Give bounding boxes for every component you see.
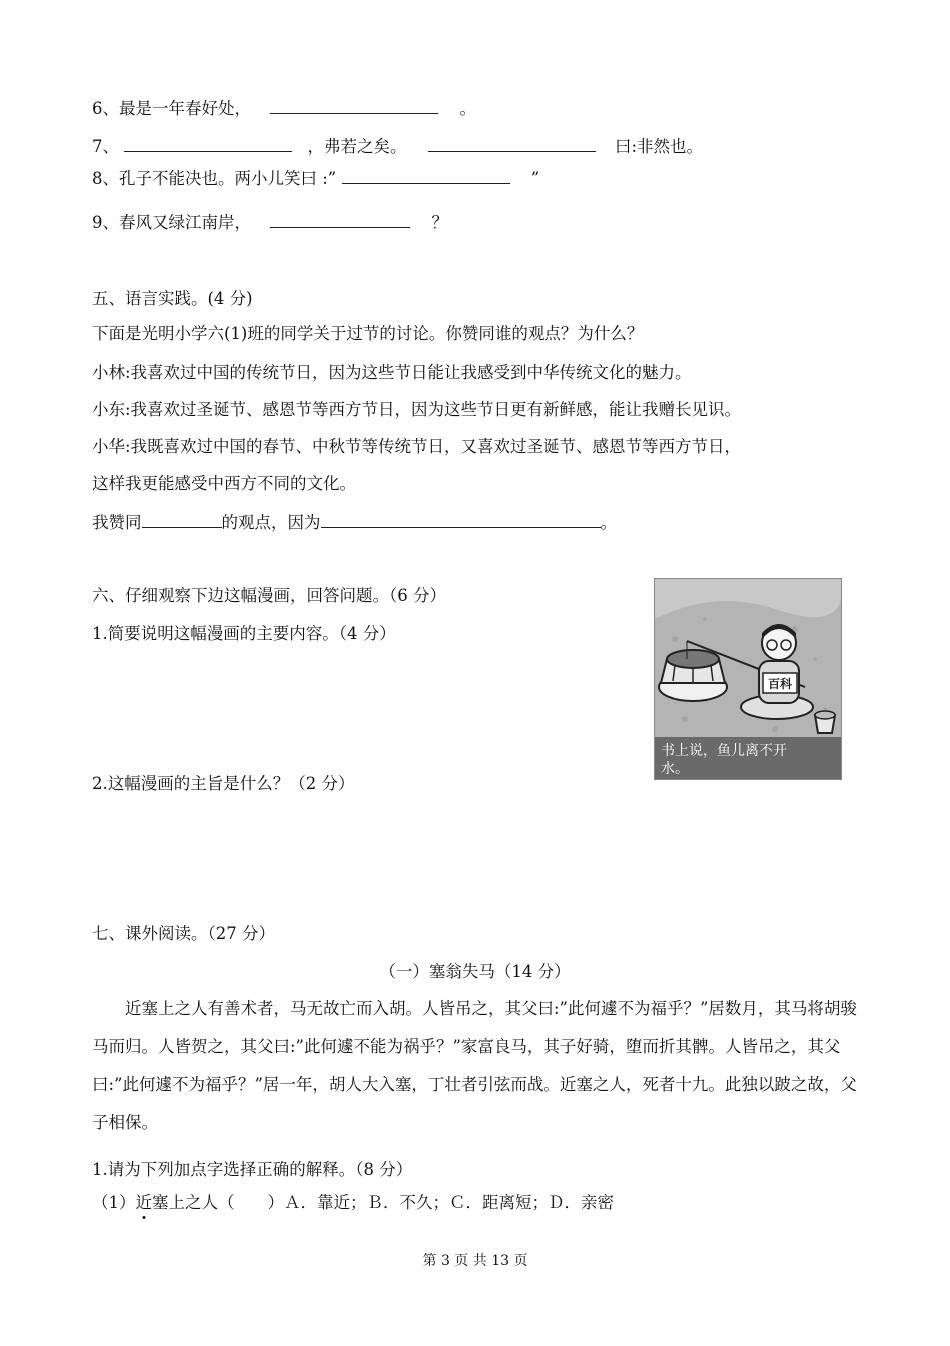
cartoon-caption-1: 书上说，鱼儿离不开 bbox=[661, 743, 787, 759]
sec5-dong: 小东:我喜欢过圣诞节、感恩节等西方节日，因为这些节日更有新鲜感，能让我赠长见识。 bbox=[92, 400, 742, 419]
q7-line bbox=[92, 136, 703, 157]
sec7-heading: 七、课外阅读。（27 分） bbox=[92, 924, 275, 943]
sec6-q2: 2.这幅漫画的主旨是什么？（2 分） bbox=[92, 774, 355, 793]
sec7-item-1 bbox=[92, 1193, 614, 1213]
sec5-answer-blank-1[interactable] bbox=[142, 512, 222, 528]
q8-end: ” bbox=[530, 169, 540, 188]
q9-end: ？ bbox=[431, 213, 448, 232]
sec7-item-1-num: （1） bbox=[92, 1193, 136, 1212]
q6-text: 6、最是一年春好处， bbox=[92, 99, 251, 118]
sec5-answer-line bbox=[92, 512, 617, 533]
sec5-answer-c: 。 bbox=[600, 513, 617, 532]
sec7-item-1-dot-char: 近 bbox=[135, 1193, 152, 1212]
q7-num: 7、 bbox=[92, 137, 119, 156]
q7-end: 曰:非然也。 bbox=[615, 137, 704, 156]
sec6-q1: 1.简要说明这幅漫画的主要内容。（4 分） bbox=[92, 624, 396, 643]
q8-line bbox=[92, 168, 539, 189]
q9-text: 9、春风又绿江南岸， bbox=[92, 213, 251, 232]
sec5-prompt: 下面是光明小学六(1)班的同学关于过节的讨论。你赞同谁的观点？为什么？ bbox=[92, 324, 644, 343]
q9-line bbox=[92, 212, 448, 233]
q6-blank[interactable] bbox=[270, 98, 438, 114]
sec7-q1: 1.请为下列加点字选择正确的解释。（8 分） bbox=[92, 1160, 413, 1179]
q7-mid: ，弗若之矣。 bbox=[307, 137, 407, 156]
sec7-passage: 近塞上之人有善术者，马无故亡而入胡。人皆吊之，其父曰:”此何遽不为福乎？”居数月，其马将胡骏马而归。人皆贺之，其父曰:”此何遽不能为祸乎？”家富良马，其子好骑，堕而折其髀。人皆吊之，其父曰:”此何遽不为福乎？”居一年，胡人大入塞，丁壮者引弦而战。近塞之人，死者十九。此独以跛之故，父子相保。 bbox=[92, 999, 857, 1132]
q7-blank-2[interactable] bbox=[428, 136, 596, 152]
well-drawing bbox=[659, 650, 727, 701]
cartoon-book-label: 百科 bbox=[767, 677, 793, 691]
sec5-answer-a: 我赞同 bbox=[92, 513, 142, 532]
sec7-item-1-rest: 塞上之人（ ）Ａ．靠近；Ｂ．不久；Ｃ．距离短；Ｄ．亲密 bbox=[152, 1193, 614, 1212]
sec5-hua-2: 这样我更能感受中西方不同的文化。 bbox=[92, 474, 356, 493]
sec5-answer-blank-2[interactable] bbox=[321, 512, 601, 528]
cartoon-image bbox=[654, 578, 842, 780]
q9-blank[interactable] bbox=[270, 212, 410, 228]
q8-text: 8、孔子不能决也。两小儿笑曰 :” bbox=[92, 169, 337, 188]
sec6-heading: 六、仔细观察下边这幅漫画，回答问题。（6 分） bbox=[92, 586, 446, 605]
cartoon-caption-2: 水。 bbox=[661, 761, 689, 777]
sec5-heading: 五、语言实践。(4 分) bbox=[92, 289, 253, 308]
sec5-lin: 小林:我喜欢过中国的传统节日，因为这些节日能让我感受到中华传统文化的魅力。 bbox=[92, 363, 692, 382]
sec7-subtitle: （一）塞翁失马（14 分） bbox=[379, 962, 571, 981]
sec5-answer-b: 的观点，因为 bbox=[221, 513, 321, 532]
q7-blank-1[interactable] bbox=[124, 136, 292, 152]
q8-blank[interactable] bbox=[342, 168, 510, 184]
page-footer: 第 3 页 共 13 页 bbox=[422, 1253, 528, 1269]
q6-line bbox=[92, 98, 476, 119]
q6-end: 。 bbox=[459, 99, 476, 118]
sec5-hua-1: 小华:我既喜欢过中国的春节、中秋节等传统节日，又喜欢过圣诞节、感恩节等西方节日， bbox=[92, 437, 742, 456]
